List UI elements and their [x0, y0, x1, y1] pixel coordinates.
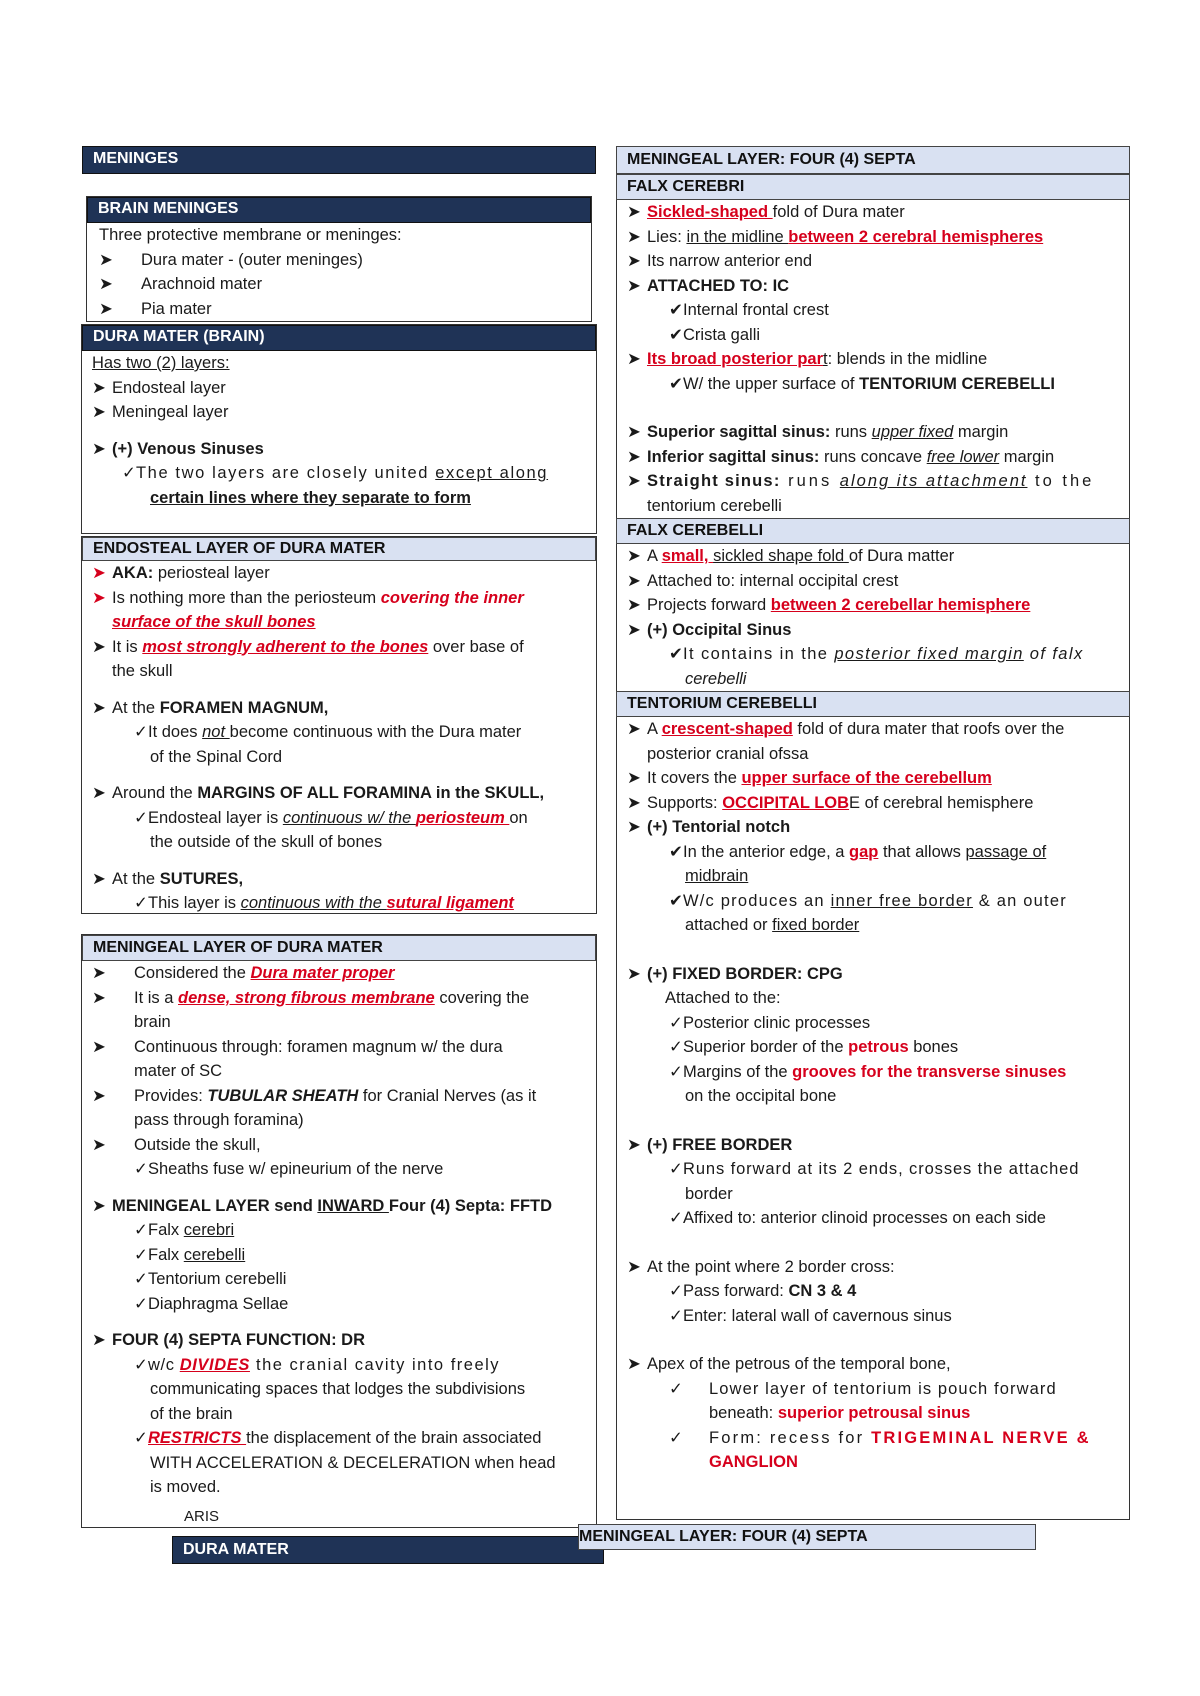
arrow-icon: ➤ — [627, 350, 641, 368]
check-icon: ✓ — [134, 1270, 148, 1288]
list-item: ➤ Lies: in the midline between 2 cerebral hemispheres — [617, 225, 1129, 250]
list-item: ➤ Apex of the petrous of the temporal bone, — [617, 1352, 1129, 1377]
list-item-cont: is moved. — [150, 1478, 221, 1496]
list-item: ➤ At the point where 2 border cross: — [617, 1255, 1129, 1280]
falx-cerebri-title: FALX CEREBRI — [627, 178, 745, 195]
arrow-icon: ➤ — [627, 964, 641, 983]
list-item: ➤ Considered the Dura mater proper — [82, 961, 596, 986]
arrow-icon: ➤ — [92, 988, 106, 1007]
arrow-icon: ➤ — [92, 439, 106, 458]
endosteal-header — [82, 537, 596, 561]
arrow-icon: ➤ — [92, 698, 106, 717]
list-item: ✔It contains in the posterior fixed margin of falx — [617, 642, 1129, 667]
list-item: ✓Pass forward: CN 3 & 4 — [617, 1279, 1129, 1304]
arrow-icon: ➤ — [627, 769, 641, 787]
arrow-icon: ➤ — [92, 378, 106, 397]
arrow-icon: ➤ — [92, 1331, 106, 1349]
meninges-header — [82, 146, 596, 174]
check-icon: ✓ — [134, 1221, 148, 1239]
arrow-icon: ➤ — [92, 403, 106, 421]
list-item: ➤ Endosteal layer — [82, 376, 596, 401]
septa-header — [616, 146, 1130, 174]
check-icon: ✓ — [122, 464, 136, 482]
list-item: ➤ Dura mater - (outer meninges) — [87, 248, 591, 273]
right-column — [616, 146, 1130, 1520]
list-item: ➤ Outside the skull, — [82, 1133, 596, 1158]
list-item-cont: mater of SC — [134, 1062, 223, 1080]
list-item: ➤ Straight sinus: runs along its attachment to the — [617, 469, 1129, 494]
list-item: ➤ Attached to: internal occipital crest — [617, 569, 1129, 594]
meninges-title: MENINGES — [93, 150, 179, 167]
check-icon: ✓ — [134, 723, 148, 741]
dura-brain-header — [82, 325, 596, 351]
check-icon: ✓ — [134, 1160, 148, 1178]
arrow-icon: ➤ — [627, 793, 641, 812]
septa-title: MENINGEAL LAYER: FOUR (4) SEPTA — [627, 151, 916, 168]
check-icon: ✓ — [134, 1294, 148, 1313]
check-icon: ✓ — [669, 1282, 683, 1300]
arrow-icon: ➤ — [92, 588, 106, 607]
check-icon: ✓ — [669, 1209, 683, 1227]
list-item: ➤ Inferior sagittal sinus: runs concave free lower margin — [617, 445, 1129, 470]
arrow-icon: ➤ — [99, 299, 113, 318]
list-item: ✓Diaphragma Sellae — [82, 1292, 596, 1317]
check-icon: ✔ — [669, 842, 683, 861]
list-item: ➤ At the FORAMEN MAGNUM, — [82, 696, 596, 721]
list-item: ➤ It is a dense, strong fibrous membrane covering the — [82, 986, 596, 1011]
list-item-cont: GANGLION — [709, 1453, 798, 1471]
arrow-icon: ➤ — [92, 1037, 106, 1056]
arrow-icon: ➤ — [627, 423, 641, 441]
list-item: ➤ Is nothing more than the periosteum covering the inner — [82, 586, 596, 611]
list-item-cont: pass through foramina) — [134, 1111, 304, 1129]
arrow-icon: ➤ — [627, 472, 641, 490]
list-item: ➤ Meningeal layer — [82, 400, 596, 425]
check-icon: ✓ — [669, 1428, 683, 1447]
list-item-cont: Attached to the: — [665, 989, 781, 1007]
list-item: ➤ Projects forward between 2 cerebellar hemisphere — [617, 593, 1129, 618]
footer-septa: MENINGEAL LAYER: FOUR (4) SEPTA — [578, 1524, 1036, 1550]
arrow-icon: ➤ — [627, 571, 641, 590]
list-item: ➤ (+) Venous Sinuses — [82, 437, 596, 462]
list-item-cont: brain — [134, 1013, 171, 1031]
list-item-cont: communicating spaces that lodges the subdivisions — [150, 1380, 526, 1398]
tentorium-title: TENTORIUM CEREBELLI — [627, 695, 817, 712]
falx-cerebelli-title: FALX CEREBELLI — [627, 522, 764, 539]
check-icon: ✔ — [669, 645, 683, 663]
list-item: ✔Crista galli — [617, 323, 1129, 348]
dura-brain-box — [81, 324, 597, 534]
arrow-icon: ➤ — [627, 596, 641, 614]
check-icon: ✔ — [669, 891, 683, 910]
meningeal-header — [82, 935, 596, 961]
list-item: ✓Margins of the grooves for the transverse sinuses — [617, 1060, 1129, 1085]
list-item: ✓Tentorium cerebelli — [82, 1267, 596, 1292]
arrow-icon: ➤ — [627, 620, 641, 639]
left-column — [82, 146, 596, 1496]
check-icon: ✓ — [134, 808, 148, 827]
list-item: ✓RESTRICTS the displacement of the brain associated — [82, 1426, 596, 1451]
meningeal-title: MENINGEAL LAYER OF DURA MATER — [93, 939, 383, 956]
list-item: ➤ FOUR (4) SEPTA FUNCTION: DR — [82, 1328, 596, 1353]
arrow-icon: ➤ — [627, 1257, 641, 1276]
endosteal-title: ENDOSTEAL LAYER OF DURA MATER — [93, 540, 386, 557]
footer-dura-mater: DURA MATER — [172, 1536, 604, 1564]
falx-cerebelli-header — [616, 518, 1130, 544]
list-item: ➤ (+) FIXED BORDER: CPG — [617, 962, 1129, 987]
check-icon: ✓ — [669, 1379, 683, 1398]
list-item-cont: the outside of the skull of bones — [150, 833, 383, 851]
list-item: ➤ It covers the upper surface of the cerebellum — [617, 766, 1129, 791]
arrow-icon: ➤ — [627, 1355, 641, 1373]
list-item: ✓Superior border of the petrous bones — [617, 1035, 1129, 1060]
check-icon: ✔ — [669, 325, 683, 344]
check-icon: ✓ — [669, 1038, 683, 1056]
arrow-icon: ➤ — [627, 447, 641, 466]
list-item-cont: beneath: superior petrousal sinus — [709, 1404, 971, 1422]
list-item-cont: surface of the skull bones — [112, 613, 316, 631]
list-item: ✓This layer is continuous with the sutural ligament — [82, 891, 596, 916]
list-item-cont: midbrain — [685, 867, 749, 885]
endosteal-box — [81, 536, 597, 914]
list-item: ➤ Continuous through: foramen magnum w/ the dura — [82, 1035, 596, 1060]
check-icon: ✓ — [669, 1160, 683, 1178]
list-item: ✓Posterior clinic processes — [617, 1011, 1129, 1036]
list-item-cont: certain lines where they separate to form — [150, 488, 471, 507]
list-item: ➤ (+) Occipital Sinus — [617, 618, 1129, 643]
list-item: ✓ Lower layer of tentorium is pouch forward — [617, 1377, 1129, 1402]
arrow-icon: ➤ — [627, 227, 641, 246]
list-item: ➤ Pia mater — [87, 297, 591, 322]
list-item: ➤ It is most strongly adherent to the bones over base of — [82, 635, 596, 660]
brain-meninges-box — [86, 196, 592, 322]
arrow-icon: ➤ — [92, 1135, 106, 1154]
meningeal-box — [81, 934, 597, 1528]
check-icon: ✓ — [134, 1429, 148, 1447]
list-item-cont: of the brain — [150, 1404, 233, 1423]
arrow-icon: ➤ — [627, 252, 641, 270]
list-item: ➤ A crescent-shaped fold of dura mater that roofs over the — [617, 717, 1129, 742]
dura-brain-title: DURA MATER (BRAIN) — [93, 328, 265, 345]
list-item: ✓Sheaths fuse w/ epineurium of the nerve — [82, 1157, 596, 1182]
list-item: ✓Falx cerebelli — [82, 1243, 596, 1268]
dura-brain-line: Has two (2) layers: — [92, 354, 230, 372]
arrow-icon: ➤ — [92, 1196, 106, 1215]
list-item: ✔In the anterior edge, a gap that allows passage of — [617, 840, 1129, 865]
list-item: ✓w/c DIVIDES the cranial cavity into freely — [82, 1353, 596, 1378]
list-item: ✔Internal frontal crest — [617, 298, 1129, 323]
arrow-icon: ➤ — [92, 869, 106, 888]
list-item: ➤ Sickled-shaped fold of Dura mater — [617, 200, 1129, 225]
arrow-icon: ➤ — [92, 784, 106, 802]
list-item-cont: the skull — [112, 662, 173, 680]
list-item: ➤ ATTACHED TO: IC — [617, 274, 1129, 299]
check-icon: ✓ — [134, 1355, 148, 1374]
brain-meninges-title: BRAIN MENINGES — [98, 200, 239, 217]
brain-meninges-header — [87, 197, 591, 223]
list-item: ➤ Around the MARGINS OF ALL FORAMINA in the SKULL, — [82, 781, 596, 806]
list-item: ➤ (+) FREE BORDER — [617, 1133, 1129, 1158]
arrow-icon: ➤ — [92, 964, 106, 982]
check-icon: ✓ — [669, 1306, 683, 1325]
list-item: ➤ Its narrow anterior end — [617, 249, 1129, 274]
brain-meninges-intro: Three protective membrane or meninges: — [99, 226, 402, 244]
list-item: ✓Affixed to: anterior clinoid processes on each side — [617, 1206, 1129, 1231]
list-item-cont: attached or fixed border — [685, 916, 860, 934]
list-item: ➤ MENINGEAL LAYER send INWARD Four (4) Septa: FFTD — [82, 1194, 596, 1219]
list-item-cont: border — [685, 1184, 733, 1203]
list-item-cont: cerebelli — [685, 669, 747, 688]
arrow-icon: ➤ — [627, 547, 641, 565]
list-item: ✔W/ the upper surface of TENTORIUM CEREBELLI — [617, 372, 1129, 397]
list-item-cont: posterior cranial ofssa — [647, 744, 809, 763]
arrow-icon: ➤ — [92, 564, 106, 582]
list-item: ✓Runs forward at its 2 ends, crosses the attached — [617, 1157, 1129, 1182]
list-item: ✓Endosteal layer is continuous w/ the periosteum on — [82, 806, 596, 831]
arrow-icon: ➤ — [92, 637, 106, 656]
list-item: ✓Falx cerebri — [82, 1218, 596, 1243]
list-item-cont: WITH ACCELERATION & DECELERATION when head — [150, 1453, 556, 1472]
list-item-cont: of the Spinal Cord — [150, 747, 283, 766]
list-item: ✓The two layers are closely united except along — [82, 461, 596, 486]
list-item: ➤ Provides: TUBULAR SHEATH for Cranial Nerves (as it — [82, 1084, 596, 1109]
check-icon: ✓ — [134, 1245, 148, 1264]
list-item: ➤ At the SUTURES, — [82, 867, 596, 892]
list-item: ✔W/c produces an inner free border & an outer — [617, 889, 1129, 914]
arrow-icon: ➤ — [627, 1135, 641, 1154]
list-item-cont: tentorium cerebelli — [647, 496, 782, 515]
list-item: ➤ Superior sagittal sinus: runs upper fixed margin — [617, 420, 1129, 445]
list-item: ✓Enter: lateral wall of cavernous sinus — [617, 1304, 1129, 1329]
list-item: ✓It does not become continuous with the Dura mater — [82, 720, 596, 745]
check-icon: ✓ — [134, 894, 148, 912]
arrow-icon: ➤ — [627, 818, 641, 836]
list-item: ➤ (+) Tentorial notch — [617, 815, 1129, 840]
list-item: ➤ Arachnoid mater — [87, 272, 591, 297]
footer-name: ARIS — [184, 1508, 220, 1525]
list-item: ➤ AKA: periosteal layer — [82, 561, 596, 586]
arrow-icon: ➤ — [627, 203, 641, 221]
list-item-cont: on the occipital bone — [685, 1087, 837, 1105]
check-icon: ✔ — [669, 374, 683, 393]
list-item: ➤ Its broad posterior part: blends in the midline — [617, 347, 1129, 372]
arrow-icon: ➤ — [627, 276, 641, 295]
list-item: ✓ Form: recess for TRIGEMINAL NERVE & — [617, 1426, 1129, 1451]
arrow-icon: ➤ — [99, 275, 113, 293]
list-item: ➤ Supports: OCCIPITAL LOBE of cerebral hemisphere — [617, 791, 1129, 816]
arrow-icon: ➤ — [92, 1086, 106, 1105]
tentorium-header — [616, 691, 1130, 717]
list-item: ➤ A small, sickled shape fold of Dura matter — [617, 544, 1129, 569]
arrow-icon: ➤ — [99, 250, 113, 269]
check-icon: ✔ — [669, 301, 683, 319]
arrow-icon: ➤ — [627, 720, 641, 738]
check-icon: ✓ — [669, 1062, 683, 1081]
falx-cerebri-header — [616, 174, 1130, 200]
check-icon: ✓ — [669, 1013, 683, 1032]
